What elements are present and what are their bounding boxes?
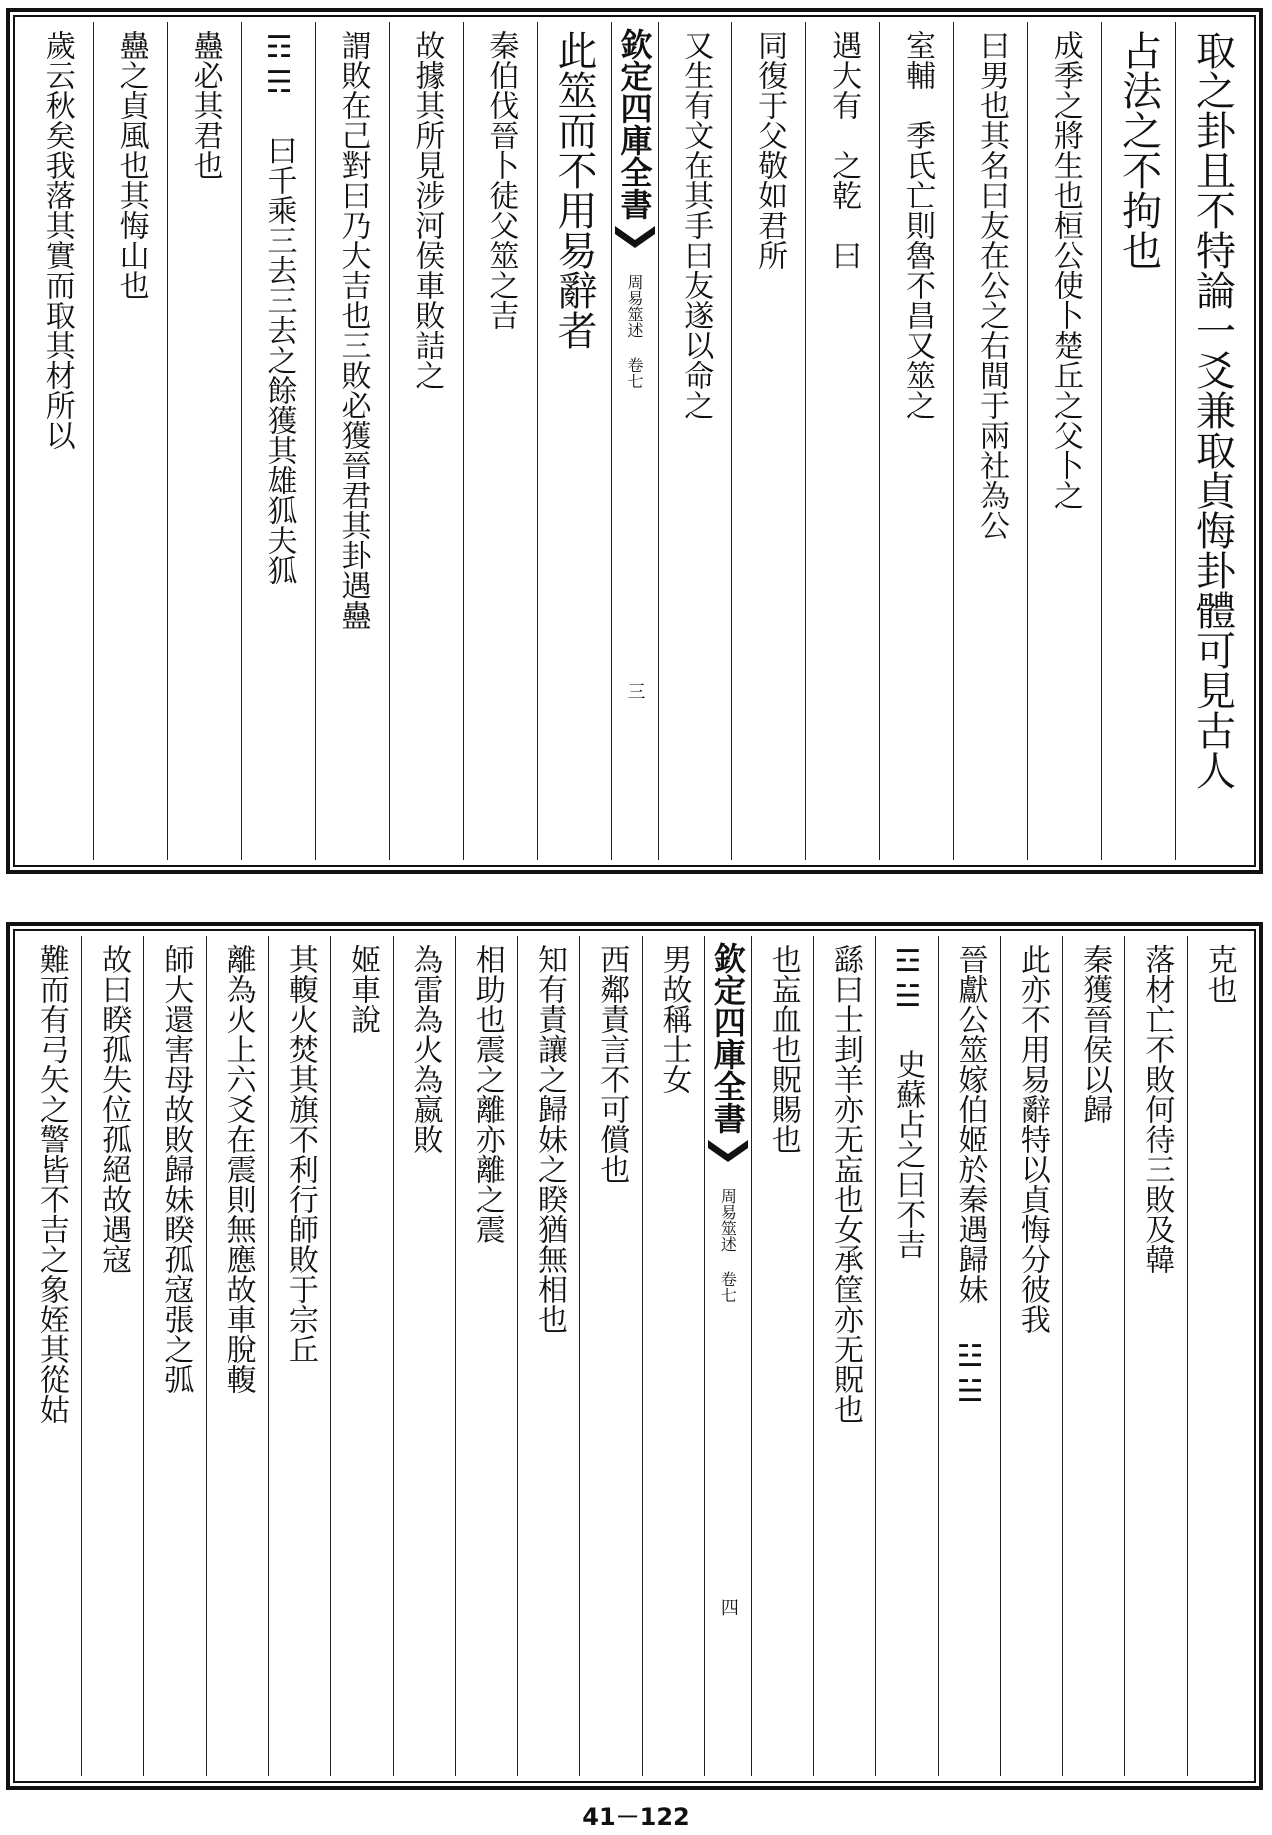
text-column: 男故稱士女 bbox=[642, 936, 704, 1776]
text-column: 秦伯伐晉卜徒父筮之吉 bbox=[463, 22, 537, 860]
text-column: 取之卦且不特論一爻兼取貞悔卦體可見古人 bbox=[1175, 22, 1249, 860]
text-column: 知有責讓之歸妹之睽猶無相也 bbox=[517, 936, 579, 1776]
text-column: 離為火上六爻在震則無應故車脫輹 bbox=[206, 936, 268, 1776]
text-column: 室輔 季氏亡則魯不昌又筮之 bbox=[879, 22, 953, 860]
text-column: 又生有文在其手曰友遂以命之 bbox=[658, 22, 732, 860]
text-column: 相助也震之離亦離之震 bbox=[455, 936, 517, 1776]
text-column: 占法之不拘也 bbox=[1101, 22, 1175, 860]
page-margin-column bbox=[704, 936, 751, 1776]
footer-page-number: 41－122 bbox=[582, 1803, 690, 1831]
text-column: 落材亡不敗何待三敗及韓 bbox=[1124, 936, 1186, 1776]
page-margin-column bbox=[611, 22, 658, 860]
text-column: ☲☱ 史蘇占之曰不吉 bbox=[875, 936, 937, 1776]
text-column: 此筮而不用易辭者 bbox=[537, 22, 611, 860]
text-column: 成季之將生也桓公使卜楚丘之父卜之 bbox=[1027, 22, 1101, 860]
folio-number: 四 bbox=[717, 1598, 739, 1616]
top-page-panel bbox=[6, 8, 1263, 874]
text-column: 其輹火焚其旗不利行師敗于宗丘 bbox=[268, 936, 330, 1776]
text-column: 也衁血也貺賜也 bbox=[751, 936, 813, 1776]
text-column: 蠱必其君也 bbox=[167, 22, 241, 860]
text-column: 姬車說 bbox=[330, 936, 392, 1776]
text-column: 秦獲晉侯以歸 bbox=[1062, 936, 1124, 1776]
chapter-label: 周易筮述 卷七 bbox=[625, 274, 644, 389]
text-column: 難而有弓矢之警皆不吉之象姪其從姑 bbox=[33, 944, 69, 1424]
text-column: 繇曰士刲羊亦无衁也女承筐亦无貺也 bbox=[813, 936, 875, 1776]
text-column: ☶☴ 曰千乘三去三去之餘獲其雄狐夫狐 bbox=[241, 22, 315, 860]
bottom-page-panel bbox=[6, 922, 1263, 1790]
text-column: 西鄰責言不可償也 bbox=[579, 936, 641, 1776]
text-column: 歲云秋矣我落其實而取其材所以 bbox=[39, 30, 75, 450]
text-column: 為雷為火為嬴敗 bbox=[393, 936, 455, 1776]
fishtail-mark-icon bbox=[615, 226, 655, 248]
top-text-columns bbox=[20, 22, 1249, 860]
text-column: 故據其所見涉河侯車敗詰之 bbox=[389, 22, 463, 860]
text-column: 謂敗在己對曰乃大吉也三敗必獲晉君其卦遇蠱 bbox=[315, 22, 389, 860]
bottom-text-columns bbox=[20, 936, 1249, 1776]
chapter-label: 周易筮述 卷七 bbox=[718, 1188, 738, 1303]
text-column: 此亦不用易辭特以貞悔分彼我 bbox=[1000, 936, 1062, 1776]
book-title: 欽定四庫全書 bbox=[615, 28, 654, 220]
text-column: 遇大有 之乾 曰 bbox=[805, 22, 879, 860]
text-column: 故曰睽孤失位孤絕故遇寇 bbox=[81, 936, 143, 1776]
text-column: 曰男也其名曰友在公之右間于兩社為公 bbox=[953, 22, 1027, 860]
fishtail-mark-icon bbox=[708, 1140, 748, 1162]
folio-number: 三 bbox=[624, 682, 646, 700]
text-column: 師大還害母故敗歸妹睽孤寇張之弧 bbox=[143, 936, 205, 1776]
text-column: 蠱之貞風也其悔山也 bbox=[93, 22, 167, 860]
text-column: 晉獻公筮嫁伯姬於秦遇歸妹 ☳☱ bbox=[938, 936, 1000, 1776]
text-column: 克也 bbox=[1187, 936, 1249, 1776]
book-title: 欽定四庫全書 bbox=[708, 942, 747, 1134]
text-column: 同復于父敬如君所 bbox=[731, 22, 805, 860]
